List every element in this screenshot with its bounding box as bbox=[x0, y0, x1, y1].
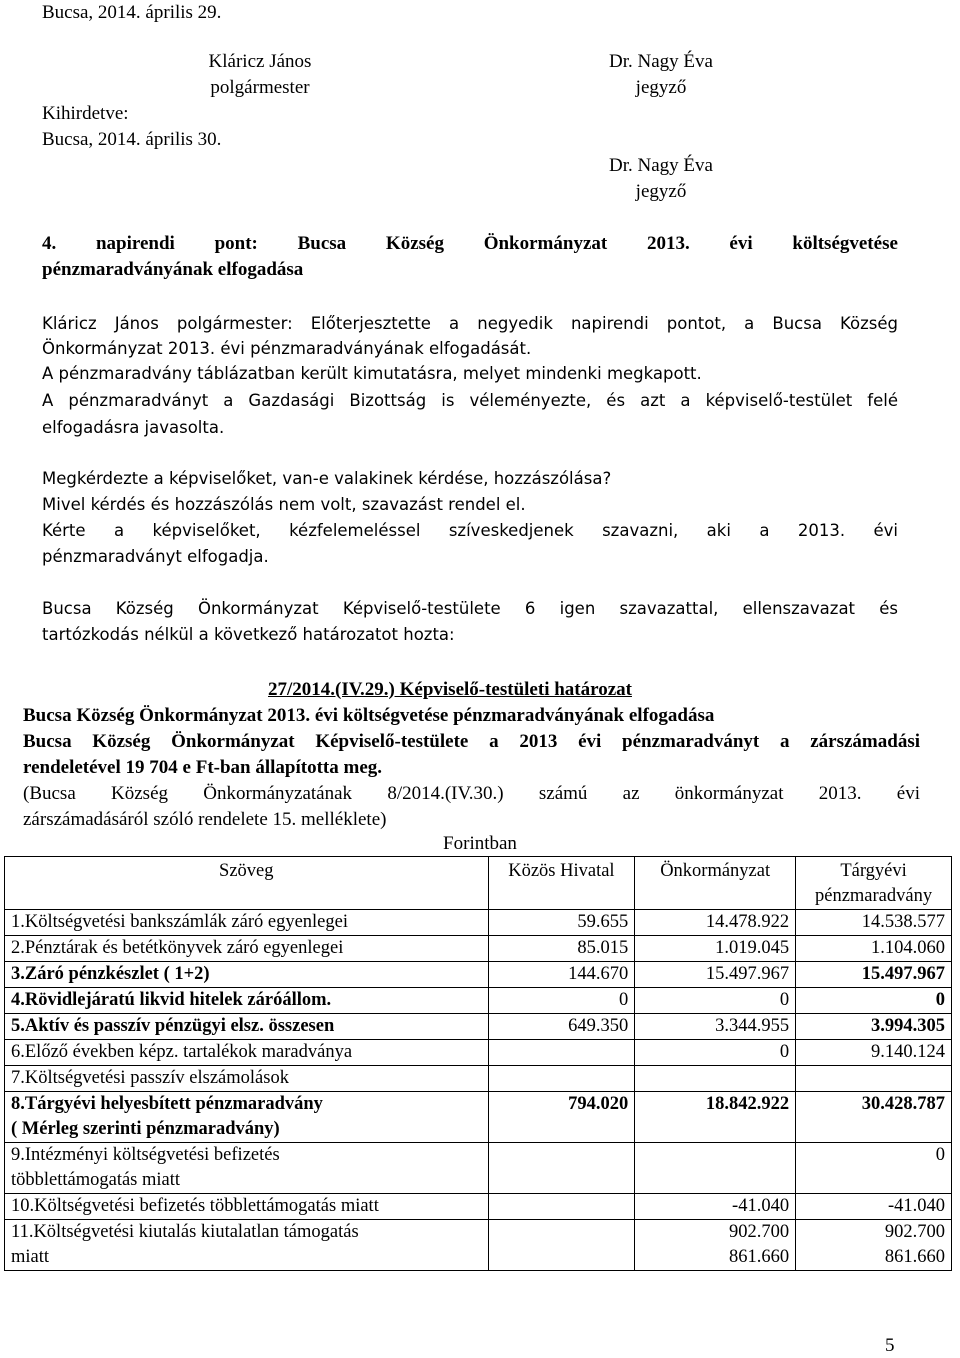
row-label: 11.Költségvetési kiutalás kiutalatlan támogatás miatt bbox=[5, 1220, 489, 1271]
table-row bbox=[5, 1014, 952, 1040]
table-row bbox=[5, 1066, 952, 1092]
cell-targyevi: 0 bbox=[796, 1143, 952, 1194]
cell-targyevi: 0 bbox=[796, 988, 952, 1014]
paragraph-line: pénzmaradványt elfogadja. bbox=[42, 547, 269, 566]
table-row bbox=[5, 910, 952, 936]
announced-date: Bucsa, 2014. április 30. bbox=[42, 129, 222, 150]
row-label: 9.Intézményi költségvetési befizetés többlettámogatás miatt bbox=[5, 1143, 489, 1194]
paragraph-line: Önkormányzat 2013. évi pénzmaradványának elfogadását. bbox=[42, 339, 532, 358]
resolution-title: 27/2014.(IV.29.) Képviselő-testületi határozat bbox=[268, 679, 632, 700]
cell-kozos-hivatal bbox=[488, 1220, 635, 1271]
cell-onkormanyzat: 902.700 861.660 bbox=[635, 1220, 796, 1271]
agenda-word: Önkormányzat bbox=[483, 233, 608, 254]
agenda-heading bbox=[42, 233, 898, 256]
paragraph-line: elfogadásra javasolta. bbox=[42, 418, 225, 437]
cell-onkormanyzat: 14.478.922 bbox=[635, 910, 796, 936]
notary-title-2: jegyző bbox=[635, 181, 687, 202]
resolution-note: zárszámadásáról szóló rendelete 15. melléklete) bbox=[23, 809, 387, 830]
cell-onkormanyzat bbox=[635, 1143, 796, 1194]
header-targyevi: Tárgyévi pénzmaradvány bbox=[796, 857, 952, 910]
cell-onkormanyzat: 1.019.045 bbox=[635, 936, 796, 962]
cell-targyevi: 30.428.787 bbox=[796, 1092, 952, 1143]
table-row bbox=[5, 988, 952, 1014]
agenda-word: Község bbox=[385, 233, 444, 254]
resolution-text: rendeletével 19 704 e Ft-ban állapította meg. bbox=[23, 757, 382, 778]
cell-targyevi: 902.700 861.660 bbox=[796, 1220, 952, 1271]
cell-kozos-hivatal bbox=[488, 1194, 635, 1220]
table-header-row bbox=[5, 857, 952, 910]
paragraph-line: Kláricz János polgármester: Előterjesztette a negyedik napirendi pontot, a Bucsa Község bbox=[42, 314, 898, 333]
cell-targyevi: 14.538.577 bbox=[796, 910, 952, 936]
date-line: Bucsa, 2014. április 29. bbox=[42, 2, 222, 23]
cell-onkormanyzat: 18.842.922 bbox=[635, 1092, 796, 1143]
header-onkormanyzat: Önkormányzat bbox=[635, 857, 796, 910]
row-label: 10.Költségvetési befizetés többlettámogatás miatt bbox=[5, 1194, 489, 1220]
financial-table bbox=[4, 856, 952, 1271]
cell-onkormanyzat: 0 bbox=[635, 1040, 796, 1066]
cell-kozos-hivatal bbox=[488, 1040, 635, 1066]
mayor-title: polgármester bbox=[210, 77, 310, 98]
cell-onkormanyzat: 3.344.955 bbox=[635, 1014, 796, 1040]
agenda-word: 4. bbox=[42, 233, 57, 254]
notary-title: jegyző bbox=[635, 77, 687, 98]
cell-targyevi: 3.994.305 bbox=[796, 1014, 952, 1040]
table-row bbox=[5, 1040, 952, 1066]
cell-kozos-hivatal: 0 bbox=[488, 988, 635, 1014]
agenda-word: költségvetése bbox=[792, 233, 898, 254]
agenda-word: 2013. bbox=[646, 233, 690, 254]
resolution-note: (Bucsa Község Önkormányzatának 8/2014.(IV.30.) számú az önkormányzat 2013. évi bbox=[23, 783, 920, 804]
paragraph-line: tartózkodás nélkül a következő határozatot hozta: bbox=[42, 625, 455, 644]
row-label: 5.Aktív és passzív pénzügyi elsz. összesen bbox=[5, 1014, 489, 1040]
cell-targyevi: 1.104.060 bbox=[796, 936, 952, 962]
paragraph-line: Kérte a képviselőket, kézfelemeléssel szíveskedjenek szavazni, aki a 2013. évi bbox=[42, 521, 898, 540]
agenda-word: pont: bbox=[214, 233, 258, 254]
cell-kozos-hivatal: 649.350 bbox=[488, 1014, 635, 1040]
cell-onkormanyzat: -41.040 bbox=[635, 1194, 796, 1220]
cell-targyevi bbox=[796, 1066, 952, 1092]
table-row bbox=[5, 962, 952, 988]
agenda-word: napirendi bbox=[95, 233, 175, 254]
mayor-name: Kláricz János bbox=[208, 51, 312, 72]
table-row bbox=[5, 1143, 952, 1194]
cell-kozos-hivatal: 794.020 bbox=[488, 1092, 635, 1143]
row-label: 2.Pénztárak és betétkönyvek záró egyenlegei bbox=[5, 936, 489, 962]
cell-targyevi: 9.140.124 bbox=[796, 1040, 952, 1066]
paragraph-line: Megkérdezte a képviselőket, van-e valakinek kérdése, hozzászólása? bbox=[42, 469, 612, 488]
row-label: 8.Tárgyévi helyesbített pénzmaradvány ( Mérleg szerinti pénzmaradvány) bbox=[5, 1092, 489, 1143]
header-text: Szöveg bbox=[5, 857, 489, 910]
row-label: 1.Költségvetési bankszámlák záró egyenlegei bbox=[5, 910, 489, 936]
table-row bbox=[5, 1092, 952, 1143]
cell-targyevi: -41.040 bbox=[796, 1194, 952, 1220]
header-kozos-hivatal: Közös Hivatal bbox=[488, 857, 635, 910]
page-number: 5 bbox=[885, 1335, 895, 1356]
row-label: 7.Költségvetési passzív elszámolások bbox=[5, 1066, 489, 1092]
table-row bbox=[5, 1194, 952, 1220]
row-label: 4.Rövidlejáratú likvid hitelek záróállom. bbox=[5, 988, 489, 1014]
row-label: 6.Előző években képz. tartalékok maradványa bbox=[5, 1040, 489, 1066]
resolution-text: Bucsa Község Önkormányzat Képviselő-testülete a 2013 évi pénzmaradványt a zárszámadási bbox=[23, 731, 920, 752]
agenda-word: évi bbox=[729, 233, 753, 254]
cell-kozos-hivatal bbox=[488, 1066, 635, 1092]
notary-name-2: Dr. Nagy Éva bbox=[609, 155, 713, 176]
paragraph-line: Mivel kérdés és hozzászólás nem volt, szavazást rendel el. bbox=[42, 495, 526, 514]
agenda-heading-line2: pénzmaradványának elfogadása bbox=[42, 259, 304, 280]
cell-kozos-hivatal: 144.670 bbox=[488, 962, 635, 988]
cell-kozos-hivatal bbox=[488, 1143, 635, 1194]
cell-onkormanyzat bbox=[635, 1066, 796, 1092]
agenda-word: Bucsa bbox=[297, 233, 347, 254]
paragraph-line: Bucsa Község Önkormányzat Képviselő-testülete 6 igen szavazattal, ellenszavazat és bbox=[42, 599, 898, 618]
cell-onkormanyzat: 15.497.967 bbox=[635, 962, 796, 988]
paragraph-line: A pénzmaradványt a Gazdasági Bizottság is véleményezte, és azt a képviselő-testület felé bbox=[42, 391, 898, 410]
cell-kozos-hivatal: 85.015 bbox=[488, 936, 635, 962]
table-row bbox=[5, 1220, 952, 1271]
cell-targyevi: 15.497.967 bbox=[796, 962, 952, 988]
announced-label: Kihirdetve: bbox=[42, 103, 129, 124]
notary-name: Dr. Nagy Éva bbox=[609, 51, 713, 72]
row-label: 3.Záró pénzkészlet ( 1+2) bbox=[5, 962, 489, 988]
paragraph-line: A pénzmaradvány táblázatban került kimutatásra, melyet mindenki megkapott. bbox=[42, 364, 702, 383]
resolution-subtitle: Bucsa Község Önkormányzat 2013. évi költségvetése pénzmaradványának elfogadása bbox=[23, 705, 715, 726]
cell-onkormanyzat: 0 bbox=[635, 988, 796, 1014]
table-row bbox=[5, 936, 952, 962]
cell-kozos-hivatal: 59.655 bbox=[488, 910, 635, 936]
currency-label: Forintban bbox=[443, 833, 517, 854]
